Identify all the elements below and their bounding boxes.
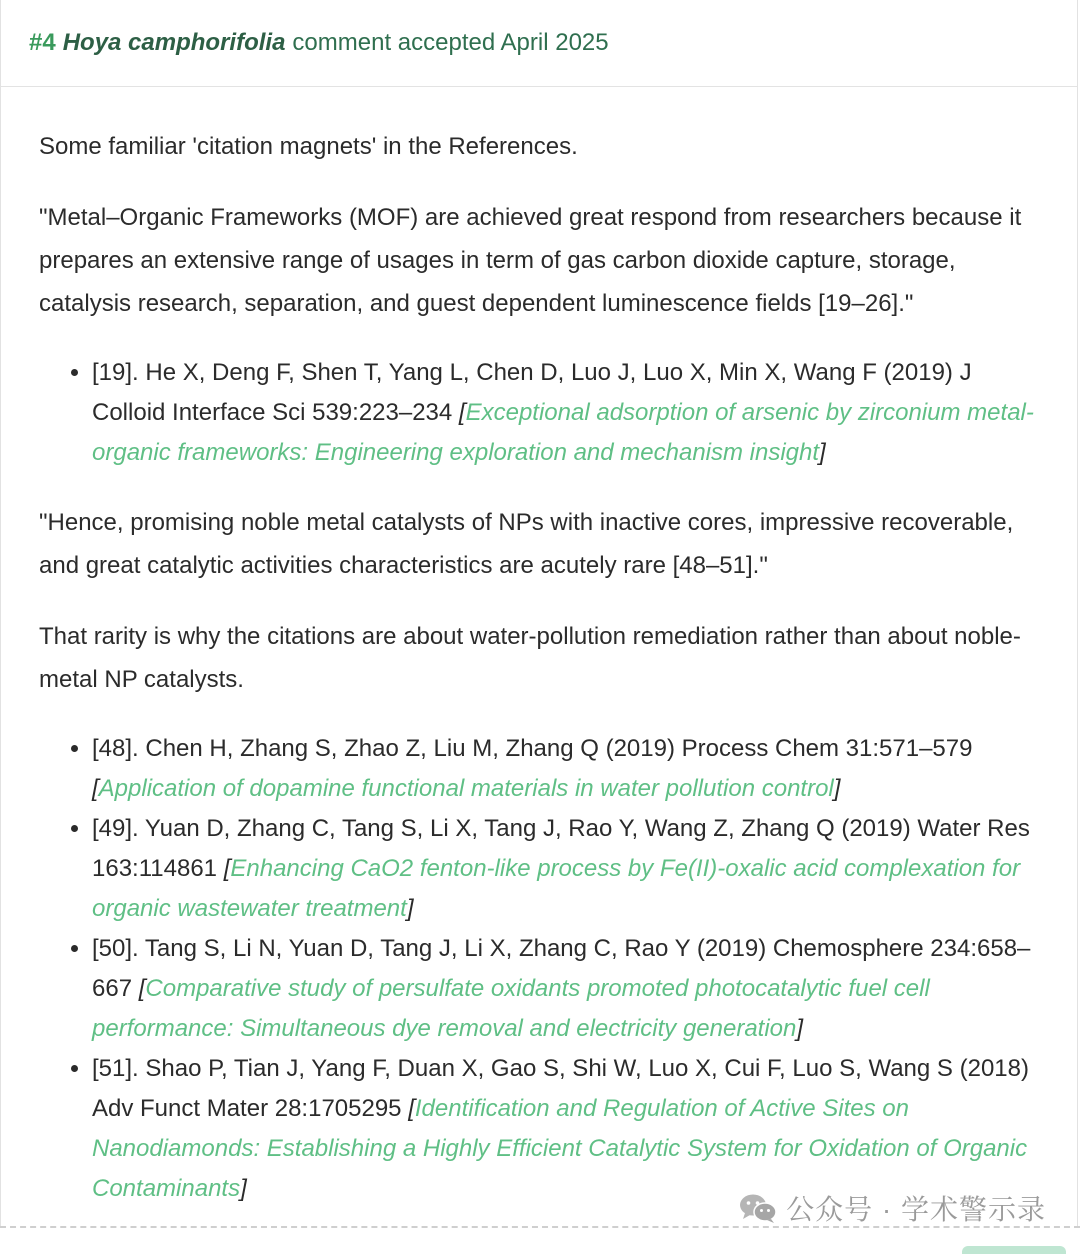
reference-item: • [19]. He X, Deng F, Shen T, Yang L, Chen D, Luo J, Luo X, Min X, Wang F (2019) J Colloid Interface Sci 539:223–234 [Exceptional adsorption of arsenic by zirconium metal-organic frameworks: Engineering exploration and mechanism insight]	[92, 353, 1041, 473]
comment-status: comment accepted April 2025	[292, 29, 609, 56]
bottom-tab-edge[interactable]	[962, 1246, 1066, 1254]
paragraph-intro: Some familiar 'citation magnets' in the References.	[39, 133, 578, 160]
paragraph-explanation: That rarity is why the citations are about water-pollution remediation rather than about noble-metal NP catalysts.	[39, 623, 1021, 693]
reference-item: • [50]. Tang S, Li N, Yuan D, Tang J, Li X, Zhang C, Rao Y (2019) Chemosphere 234:658–667 [Comparative study of persulfate oxidants promoted photocatalytic fuel cell performance: Simultaneous dye removal and electricity generation]	[92, 929, 1041, 1049]
reference-title-link[interactable]: Application of dopamine functional materials in water pollution control	[98, 775, 834, 802]
reference-citation: [51]. Shao P, Tian J, Yang F, Duan X, Gao S, Shi W, Luo X, Cui F, Luo S, Wang S (2018) Adv Funct Mater 28:1705295	[92, 1055, 1029, 1122]
dashed-divider	[0, 1226, 1080, 1228]
reference-title-link[interactable]: Comparative study of persulfate oxidants promoted photocatalytic fuel cell performance: Simultaneous dye removal and electricity generation	[92, 975, 930, 1042]
reference-item: • [51]. Shao P, Tian J, Yang F, Duan X, Gao S, Shi W, Luo X, Cui F, Luo S, Wang S (2018) Adv Funct Mater 28:1705295 [Identification and Regulation of Active Sites on Nanodiamonds: Establishing a Highly Efficient Catalytic System for Oxidation of Organic Contaminants]	[92, 1049, 1041, 1209]
reference-citation: [48]. Chen H, Zhang S, Zhao Z, Liu M, Zhang Q (2019) Process Chem 31:571–579	[92, 735, 973, 762]
paragraph-quote-catalysts: "Hence, promising noble metal catalysts of NPs with inactive cores, impressive recoverable, and great catalytic activities characteristics are acutely rare [48–51]."	[39, 509, 1014, 579]
reference-title-link[interactable]: Exceptional adsorption of arsenic by zirconium metal-organic frameworks: Engineering exploration and mechanism insight	[92, 399, 1034, 466]
reference-title-link[interactable]: Identification and Regulation of Active Sites on Nanodiamonds: Establishing a Highly Efficient Catalytic System for Oxidation of Organic Contaminants	[92, 1095, 1028, 1202]
reference-citation: [19]. He X, Deng F, Shen T, Yang L, Chen D, Luo J, Luo X, Min X, Wang F (2019) J Colloid Interface Sci 539:223–234	[92, 359, 972, 426]
reference-item: • [48]. Chen H, Zhang S, Zhao Z, Liu M, Zhang Q (2019) Process Chem 31:571–579 [Application of dopamine functional materials in water pollution control]	[92, 729, 1041, 809]
paragraph-quote-mof: "Metal–Organic Frameworks (MOF) are achieved great respond from researchers because it prepares an extensive range of usages in term of gas carbon dioxide capture, storage, catalysis research, separation, and guest dependent luminescence fields [19–26]."	[39, 204, 1022, 317]
comment-header	[1, 0, 1077, 87]
watermark	[738, 1188, 1046, 1228]
wechat-icon	[738, 1192, 778, 1224]
watermark-text: 公众号 · 学术警示录	[786, 1194, 1046, 1225]
reference-list-2	[39, 729, 1041, 1209]
reference-title-link[interactable]: Enhancing CaO2 fenton-like process by Fe(II)-oxalic acid complexation for organic wastewater treatment	[92, 855, 1021, 922]
species-name[interactable]: Hoya camphorifolia	[62, 29, 286, 56]
reference-list-1	[39, 353, 1041, 473]
comment-number: #4	[29, 29, 56, 56]
comment-body	[1, 87, 1077, 1209]
reference-citation: [49]. Yuan D, Zhang C, Tang S, Li X, Tang J, Rao Y, Wang Z, Zhang Q (2019) Water Res 163:114861	[92, 815, 1030, 882]
reference-item: • [49]. Yuan D, Zhang C, Tang S, Li X, Tang J, Rao Y, Wang Z, Zhang Q (2019) Water Res 163:114861 [Enhancing CaO2 fenton-like process by Fe(II)-oxalic acid complexation for organic wastewater treatment]	[92, 809, 1041, 929]
reference-citation: [50]. Tang S, Li N, Yuan D, Tang J, Li X, Zhang C, Rao Y (2019) Chemosphere 234:658–667	[92, 935, 1031, 1002]
